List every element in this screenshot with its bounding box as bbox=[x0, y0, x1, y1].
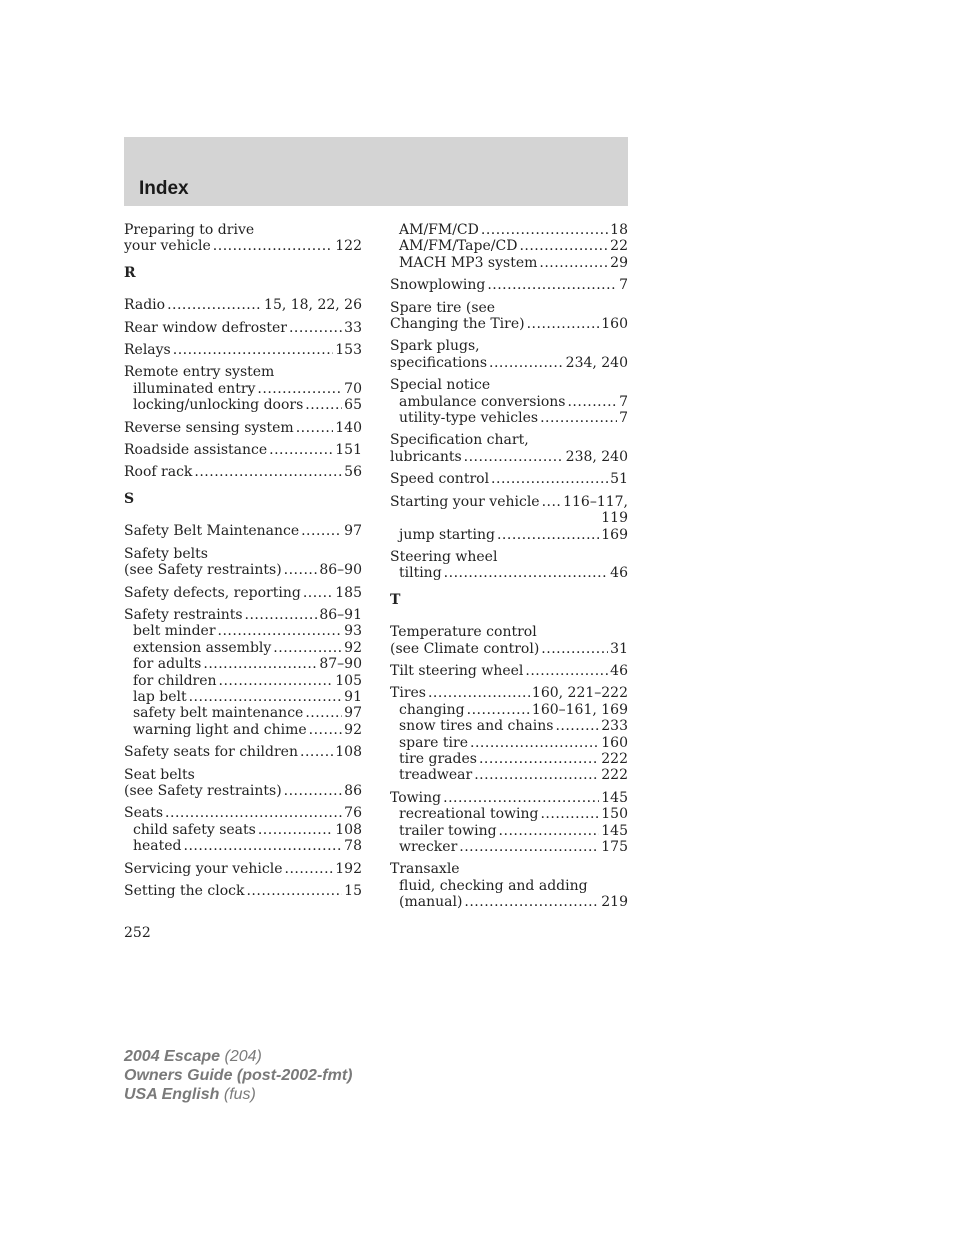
dot-leader bbox=[184, 838, 343, 854]
index-page-ref: 46 bbox=[610, 565, 628, 582]
index-term: ambulance conversions bbox=[399, 393, 566, 410]
index-term: Snowplowing bbox=[390, 277, 486, 294]
index-page-ref: 86 bbox=[344, 782, 362, 799]
index-entry bbox=[124, 744, 362, 760]
index-entry bbox=[390, 685, 628, 783]
index-page-ref: 33 bbox=[344, 319, 362, 336]
dot-leader bbox=[305, 397, 342, 413]
index-entry-line bbox=[390, 300, 628, 316]
index-entry bbox=[124, 607, 362, 738]
index-subentry bbox=[390, 238, 628, 254]
index-page-ref: 92 bbox=[344, 721, 362, 738]
index-page-ref: 7 bbox=[619, 277, 628, 294]
index-header-band bbox=[124, 137, 628, 206]
index-term: Towing bbox=[390, 789, 442, 806]
document-footer bbox=[124, 1047, 352, 1104]
index-page-ref: 192 bbox=[335, 860, 362, 877]
index-term: Safety restraints bbox=[124, 606, 243, 623]
dot-leader bbox=[481, 222, 608, 238]
dot-leader bbox=[296, 420, 334, 436]
footer-model: 2004 Escape bbox=[124, 1048, 221, 1065]
index-entry bbox=[390, 377, 628, 426]
index-page-ref: 51 bbox=[610, 471, 628, 488]
index-term: Specification chart, bbox=[390, 432, 529, 449]
dot-leader bbox=[300, 744, 333, 760]
dot-leader bbox=[487, 277, 617, 293]
index-page-ref: 160 bbox=[601, 734, 628, 751]
index-term: treadwear bbox=[399, 767, 473, 784]
index-page-continuation bbox=[390, 510, 628, 526]
index-term: extension assembly bbox=[133, 639, 272, 656]
index-term: heated bbox=[133, 838, 182, 855]
index-term: MACH MP3 system bbox=[399, 254, 538, 271]
dot-leader bbox=[219, 673, 334, 689]
dot-leader bbox=[194, 464, 342, 480]
index-page-ref: 91 bbox=[344, 688, 362, 705]
index-entry-line bbox=[124, 523, 362, 539]
index-entry bbox=[124, 442, 362, 458]
index-term: jump starting bbox=[399, 526, 495, 543]
index-term: child safety seats bbox=[133, 821, 256, 838]
dot-leader bbox=[459, 839, 599, 855]
index-entry bbox=[124, 585, 362, 601]
dot-leader bbox=[474, 767, 599, 783]
index-column-right bbox=[390, 222, 628, 917]
index-term: changing bbox=[399, 701, 465, 718]
index-entry bbox=[390, 300, 628, 333]
dot-leader bbox=[284, 562, 318, 578]
index-term: Servicing your vehicle bbox=[124, 860, 283, 877]
index-page-ref: 116–117, bbox=[563, 493, 628, 510]
dot-leader bbox=[203, 656, 317, 672]
index-entry-line bbox=[124, 783, 362, 799]
index-subentry bbox=[390, 255, 628, 271]
index-page-ref: 153 bbox=[335, 342, 362, 359]
index-entry-line bbox=[390, 338, 628, 354]
dot-leader bbox=[173, 342, 334, 358]
dot-leader bbox=[189, 689, 343, 705]
dot-leader bbox=[245, 607, 318, 623]
index-section-letter: S bbox=[124, 490, 135, 507]
index-term: Special notice bbox=[390, 377, 491, 394]
dot-leader bbox=[499, 823, 600, 839]
index-page-ref: 145 bbox=[601, 822, 628, 839]
index-page-ref: 122 bbox=[335, 238, 362, 255]
dot-leader bbox=[540, 806, 599, 822]
index-term: Spare tire (see bbox=[390, 299, 496, 316]
index-entry-line bbox=[390, 549, 628, 565]
index-term: Steering wheel bbox=[390, 548, 498, 565]
index-term: belt minder bbox=[133, 623, 216, 640]
index-term: Remote entry system bbox=[124, 364, 275, 381]
index-entry-line bbox=[124, 342, 362, 358]
index-term: Preparing to drive bbox=[124, 222, 255, 238]
index-term: utility-type vehicles bbox=[399, 410, 539, 427]
index-entry-line bbox=[124, 585, 362, 601]
index-entry-line bbox=[124, 546, 362, 562]
index-entry-line bbox=[124, 607, 362, 623]
dot-leader bbox=[527, 316, 600, 332]
index-subentry bbox=[124, 381, 362, 397]
index-page-ref: 219 bbox=[601, 894, 628, 911]
index-term: lubricants bbox=[390, 448, 462, 465]
footer-model-code: (204) bbox=[224, 1048, 262, 1065]
index-entry bbox=[390, 432, 628, 465]
index-term: (manual) bbox=[399, 894, 463, 911]
index-page-ref: 65 bbox=[344, 397, 362, 414]
index-entry-line bbox=[124, 861, 362, 877]
index-entry-line bbox=[124, 562, 362, 578]
index-term: (see Safety restraints) bbox=[124, 562, 282, 579]
index-term: Transaxle bbox=[390, 861, 460, 878]
index-term: Roadside assistance bbox=[124, 442, 268, 459]
dot-leader bbox=[497, 527, 599, 543]
index-subentry bbox=[124, 673, 362, 689]
index-term: Temperature control bbox=[390, 624, 537, 641]
index-subentry bbox=[124, 838, 362, 854]
index-entry-line bbox=[390, 471, 628, 487]
index-page-ref: 169 bbox=[601, 526, 628, 543]
index-subentry bbox=[124, 722, 362, 738]
index-section-letter: R bbox=[124, 264, 136, 281]
index-entry-line bbox=[390, 277, 628, 293]
index-entry bbox=[124, 320, 362, 336]
index-term: snow tires and chains bbox=[399, 718, 554, 735]
index-entry bbox=[124, 523, 362, 539]
index-page-ref: 185 bbox=[335, 584, 362, 601]
index-subentry bbox=[390, 527, 628, 543]
index-entry-line bbox=[390, 663, 628, 679]
index-page-ref: 222 bbox=[601, 767, 628, 784]
index-term: locking/unlocking doors bbox=[133, 397, 304, 414]
index-entry bbox=[124, 342, 362, 358]
index-page-ref: 76 bbox=[344, 805, 362, 822]
index-term: Tilt steering wheel bbox=[390, 662, 524, 679]
index-entry-line bbox=[390, 355, 628, 371]
index-term: for children bbox=[133, 672, 217, 689]
index-term: tilting bbox=[399, 565, 442, 582]
index-entry-line bbox=[124, 420, 362, 436]
index-page-ref: 238, 240 bbox=[565, 448, 628, 465]
footer-language-code: (fus) bbox=[223, 1086, 256, 1103]
index-page-ref: 160 bbox=[601, 316, 628, 333]
index-term: AM/FM/CD bbox=[399, 222, 479, 238]
index-subentry bbox=[390, 806, 628, 822]
dot-leader bbox=[167, 297, 262, 313]
index-entry bbox=[390, 338, 628, 371]
index-subentry bbox=[390, 565, 628, 581]
index-term: AM/FM/Tape/CD bbox=[399, 238, 518, 255]
index-page-ref: 140 bbox=[335, 419, 362, 436]
index-page-ref: 119 bbox=[601, 510, 628, 527]
dot-leader bbox=[470, 735, 599, 751]
dot-leader bbox=[464, 894, 599, 910]
index-page-ref: 150 bbox=[601, 806, 628, 823]
index-page-ref: 97 bbox=[344, 705, 362, 722]
dot-leader bbox=[284, 783, 343, 799]
index-entry-line bbox=[390, 624, 628, 640]
index-term: Setting the clock bbox=[124, 883, 245, 899]
dot-leader bbox=[491, 471, 608, 487]
index-page-ref: 56 bbox=[344, 464, 362, 481]
dot-leader bbox=[542, 494, 562, 510]
index-subentry bbox=[124, 656, 362, 672]
index-page-ref: 86–90 bbox=[319, 562, 362, 579]
dot-leader bbox=[428, 685, 530, 701]
index-subentry bbox=[390, 702, 628, 718]
index-entry-line bbox=[124, 767, 362, 783]
dot-leader bbox=[301, 523, 342, 539]
index-term: Rear window defroster bbox=[124, 319, 287, 336]
index-term: Safety belts bbox=[124, 545, 208, 562]
index-entry-line bbox=[124, 320, 362, 336]
index-entry-line bbox=[390, 377, 628, 393]
index-subentry bbox=[390, 410, 628, 426]
index-entry bbox=[124, 420, 362, 436]
index-entry-line bbox=[390, 641, 628, 657]
dot-leader bbox=[165, 805, 342, 821]
index-page-ref: 87–90 bbox=[319, 656, 362, 673]
footer-guide: Owners Guide (post-2002-fmt) bbox=[124, 1067, 353, 1084]
index-subentry bbox=[390, 839, 628, 855]
index-subentry bbox=[390, 735, 628, 751]
index-entry-line bbox=[390, 449, 628, 465]
index-entry-line bbox=[124, 464, 362, 480]
index-entry-line bbox=[124, 222, 362, 238]
index-page-ref: 105 bbox=[335, 672, 362, 689]
index-entry bbox=[124, 805, 362, 854]
index-subentry bbox=[390, 767, 628, 783]
index-term: Seats bbox=[124, 805, 164, 822]
index-entry-line bbox=[390, 790, 628, 806]
index-entry bbox=[390, 277, 628, 293]
index-page-ref: 46 bbox=[610, 662, 628, 679]
index-entry bbox=[124, 464, 362, 480]
dot-leader bbox=[285, 861, 334, 877]
index-term: Safety defects, reporting bbox=[124, 584, 301, 601]
index-entry-line bbox=[390, 316, 628, 332]
index-term: tire grades bbox=[399, 750, 477, 767]
footer-line-3 bbox=[124, 1085, 352, 1104]
dot-leader bbox=[519, 238, 608, 254]
index-term: specifications bbox=[390, 354, 488, 371]
dot-leader bbox=[305, 705, 342, 721]
index-entry bbox=[390, 549, 628, 582]
dot-leader bbox=[289, 320, 342, 336]
index-term: lap belt bbox=[133, 688, 187, 705]
index-page-ref: 160, 221–222 bbox=[531, 685, 628, 702]
dot-leader bbox=[257, 381, 342, 397]
dot-leader bbox=[303, 585, 333, 601]
index-page-ref: 15, 18, 22, 26 bbox=[264, 297, 362, 314]
index-term: trailer towing bbox=[399, 822, 497, 839]
index-entry-line bbox=[390, 494, 628, 510]
index-subentry bbox=[390, 394, 628, 410]
index-term: Starting your vehicle bbox=[390, 493, 540, 510]
index-entry bbox=[390, 790, 628, 856]
dot-leader bbox=[567, 394, 617, 410]
index-page-ref: 222 bbox=[601, 750, 628, 767]
index-subentry bbox=[124, 623, 362, 639]
index-entry bbox=[124, 767, 362, 800]
index-term: Relays bbox=[124, 342, 171, 359]
index-term: your vehicle bbox=[124, 238, 211, 255]
index-entry bbox=[124, 222, 362, 255]
footer-line-2 bbox=[124, 1066, 352, 1085]
index-page-ref: 78 bbox=[344, 838, 362, 855]
index-term: Roof rack bbox=[124, 464, 193, 481]
index-term: Tires bbox=[390, 685, 426, 702]
dot-leader bbox=[555, 718, 599, 734]
dot-leader bbox=[213, 238, 333, 254]
dot-leader bbox=[489, 355, 564, 371]
index-entry bbox=[390, 663, 628, 679]
index-page-ref: 175 bbox=[601, 839, 628, 855]
index-entry-line bbox=[124, 364, 362, 380]
index-page-ref: 92 bbox=[344, 639, 362, 656]
index-subentry bbox=[390, 222, 628, 238]
index-entry bbox=[124, 861, 362, 877]
page-title: Index bbox=[139, 178, 189, 199]
index-page-ref: 18 bbox=[610, 222, 628, 238]
footer-language: USA English bbox=[124, 1086, 220, 1103]
index-subentry bbox=[390, 751, 628, 767]
dot-leader bbox=[525, 663, 608, 679]
index-term: for adults bbox=[133, 656, 202, 673]
index-page-ref: 234, 240 bbox=[565, 354, 628, 371]
dot-leader bbox=[273, 640, 342, 656]
index-entry-line bbox=[124, 744, 362, 760]
index-entry bbox=[124, 364, 362, 413]
index-page-ref: 97 bbox=[344, 523, 362, 540]
index-term: Radio bbox=[124, 297, 166, 314]
index-entry-line bbox=[124, 238, 362, 254]
index-subentry bbox=[390, 878, 628, 894]
dot-leader bbox=[464, 449, 564, 465]
index-subentry bbox=[390, 718, 628, 734]
dot-leader bbox=[541, 641, 608, 657]
footer-line-1 bbox=[124, 1047, 352, 1066]
index-page-ref: 7 bbox=[619, 410, 628, 427]
dot-leader bbox=[258, 822, 333, 838]
index-entry bbox=[124, 883, 362, 899]
index-page-ref: 93 bbox=[344, 623, 362, 640]
index-entry bbox=[390, 222, 628, 271]
index-term: Reverse sensing system bbox=[124, 419, 294, 436]
index-entry-line bbox=[390, 432, 628, 448]
index-page-ref: 31 bbox=[610, 640, 628, 657]
index-entry bbox=[124, 546, 362, 579]
index-entry-line bbox=[124, 442, 362, 458]
index-page-ref: 108 bbox=[335, 821, 362, 838]
index-subentry bbox=[390, 823, 628, 839]
index-term: illuminated entry bbox=[133, 380, 256, 397]
index-page-ref: 29 bbox=[610, 254, 628, 271]
index-term: safety belt maintenance bbox=[133, 705, 304, 722]
index-subentry bbox=[390, 894, 628, 910]
index-entry-line bbox=[124, 805, 362, 821]
index-page-ref: 151 bbox=[335, 442, 362, 459]
index-term: Safety Belt Maintenance bbox=[124, 523, 300, 540]
index-page-ref: 22 bbox=[610, 238, 628, 255]
index-term: fluid, checking and adding bbox=[399, 877, 588, 894]
dot-leader bbox=[443, 790, 599, 806]
index-term: Changing the Tire) bbox=[390, 316, 525, 333]
index-entry-line bbox=[390, 685, 628, 701]
index-subentry bbox=[124, 705, 362, 721]
index-entry bbox=[390, 471, 628, 487]
index-entry-line bbox=[124, 297, 362, 313]
index-page-ref: 15 bbox=[344, 883, 362, 899]
index-term: warning light and chime bbox=[133, 721, 307, 738]
index-term: Seat belts bbox=[124, 766, 195, 783]
index-term: Safety seats for children bbox=[124, 744, 298, 761]
index-entry-line bbox=[124, 883, 362, 899]
dot-leader bbox=[467, 702, 530, 718]
index-term: (see Climate control) bbox=[390, 640, 540, 657]
index-page-ref: 7 bbox=[619, 393, 628, 410]
index-page-ref: 70 bbox=[344, 380, 362, 397]
dot-leader bbox=[540, 410, 617, 426]
index-entry-line bbox=[390, 861, 628, 877]
dot-leader bbox=[246, 883, 342, 899]
dot-leader bbox=[218, 623, 343, 639]
index-entry bbox=[124, 297, 362, 313]
index-term: wrecker bbox=[399, 839, 458, 855]
index-term: (see Safety restraints) bbox=[124, 782, 282, 799]
index-term: Spark plugs, bbox=[390, 338, 480, 355]
index-term: Speed control bbox=[390, 471, 490, 488]
index-entry bbox=[390, 624, 628, 657]
index-column-left bbox=[124, 222, 362, 905]
dot-leader bbox=[479, 751, 599, 767]
index-entry bbox=[390, 861, 628, 910]
page-number: 252 bbox=[124, 925, 151, 941]
index-entry bbox=[390, 494, 628, 543]
index-page-ref: 233 bbox=[601, 718, 628, 735]
index-page-ref: 145 bbox=[601, 789, 628, 806]
index-term: recreational towing bbox=[399, 806, 539, 823]
index-term: spare tire bbox=[399, 734, 469, 751]
index-subentry bbox=[124, 689, 362, 705]
index-page-ref: 86–91 bbox=[319, 606, 362, 623]
index-page-ref: 160–161, 169 bbox=[531, 701, 628, 718]
index-subentry bbox=[124, 822, 362, 838]
index-page-ref: 108 bbox=[335, 744, 362, 761]
dot-leader bbox=[269, 442, 333, 458]
index-section-letter: T bbox=[390, 591, 401, 608]
index-subentry bbox=[124, 640, 362, 656]
dot-leader bbox=[444, 565, 609, 581]
dot-leader bbox=[309, 722, 343, 738]
dot-leader bbox=[539, 255, 608, 271]
index-subentry bbox=[124, 397, 362, 413]
